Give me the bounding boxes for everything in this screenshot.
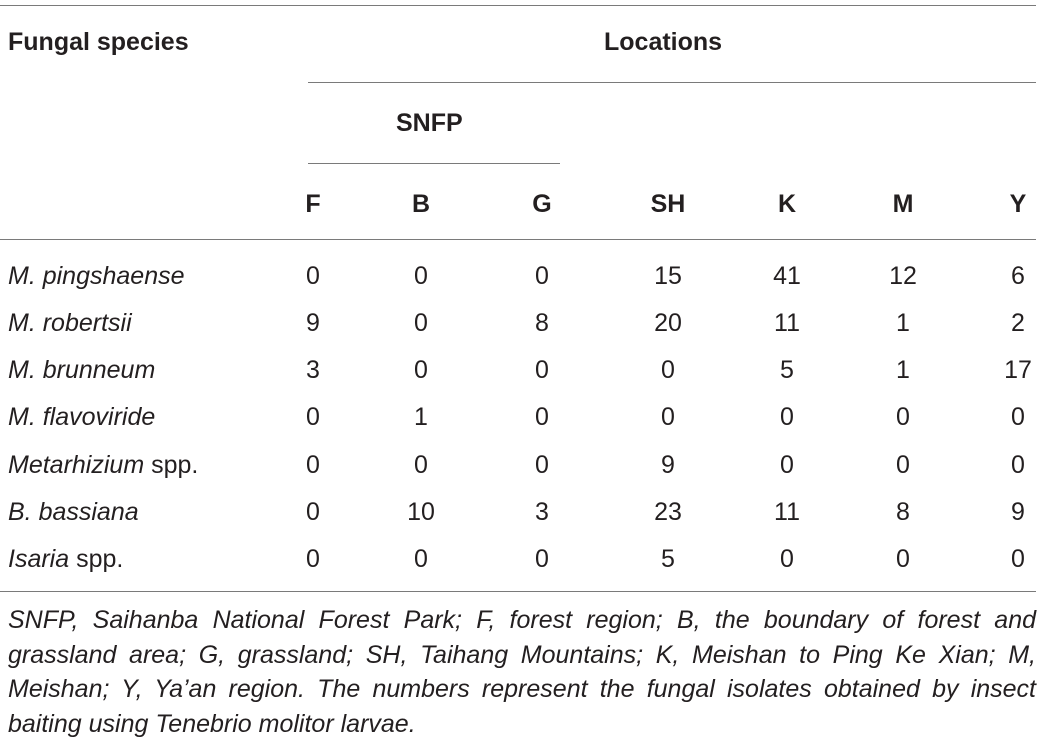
isolate-count-cell: 3 xyxy=(306,356,320,384)
locations-rule xyxy=(308,82,1036,83)
isolate-count-cell: 0 xyxy=(780,545,794,573)
isolate-count-cell: 3 xyxy=(535,498,549,526)
isolate-count-cell: 0 xyxy=(535,545,549,573)
isolate-count-cell: 0 xyxy=(780,451,794,479)
isolate-count-cell: 0 xyxy=(535,451,549,479)
isolate-count-cell: 0 xyxy=(896,451,910,479)
isolate-count-cell: 9 xyxy=(306,309,320,337)
isolate-count-cell: 9 xyxy=(1011,498,1025,526)
isolate-count-cell: 0 xyxy=(306,545,320,573)
species-name-suffix: spp. xyxy=(69,545,124,573)
species-name-suffix: spp. xyxy=(144,451,199,479)
species-name-italic: M. robertsii xyxy=(8,309,132,337)
column-header-g: G xyxy=(532,190,552,218)
isolate-count-cell: 0 xyxy=(414,262,428,290)
isolate-count-cell: 8 xyxy=(896,498,910,526)
isolate-count-cell: 1 xyxy=(896,309,910,337)
isolate-count-cell: 17 xyxy=(1004,356,1032,384)
isolate-count-cell: 0 xyxy=(535,262,549,290)
isolate-count-cell: 0 xyxy=(661,356,675,384)
isolate-count-cell: 41 xyxy=(773,262,801,290)
isolate-count-cell: 0 xyxy=(1011,403,1025,431)
species-name xyxy=(8,544,123,574)
isolate-count-cell: 0 xyxy=(306,403,320,431)
species-name-italic: B. bassiana xyxy=(8,498,139,526)
table-bottom-rule xyxy=(0,591,1036,592)
isolate-count-cell: 11 xyxy=(774,498,800,526)
species-name-italic: M. brunneum xyxy=(8,356,156,384)
isolate-count-cell: 6 xyxy=(1011,262,1025,290)
isolate-count-cell: 1 xyxy=(896,356,910,384)
fungal-species-header: Fungal species xyxy=(8,28,189,56)
snfp-rule xyxy=(308,163,560,164)
species-name-italic: M. flavoviride xyxy=(8,403,156,431)
species-name-italic: Isaria xyxy=(8,545,70,573)
isolate-count-cell: 5 xyxy=(661,545,675,573)
isolate-count-cell: 15 xyxy=(654,262,682,290)
isolate-count-cell: 10 xyxy=(407,498,435,526)
isolate-count-cell: 0 xyxy=(414,309,428,337)
isolate-count-cell: 0 xyxy=(535,403,549,431)
species-name xyxy=(8,450,198,480)
isolate-count-cell: 9 xyxy=(661,451,675,479)
isolate-count-cell: 0 xyxy=(306,262,320,290)
isolate-count-cell: 0 xyxy=(306,498,320,526)
column-header-m: M xyxy=(892,190,914,218)
isolate-count-cell: 1 xyxy=(414,403,428,431)
snfp-header: SNFP xyxy=(396,109,463,137)
isolate-count-cell: 0 xyxy=(306,451,320,479)
isolate-count-cell: 0 xyxy=(414,356,428,384)
column-header-sh: SH xyxy=(650,190,686,218)
isolate-count-cell: 8 xyxy=(535,309,549,337)
species-name xyxy=(8,261,185,291)
isolate-count-cell: 0 xyxy=(414,545,428,573)
column-header-y: Y xyxy=(1009,190,1027,218)
isolate-count-cell: 5 xyxy=(780,356,794,384)
isolate-count-cell: 20 xyxy=(654,309,682,337)
column-header-f: F xyxy=(305,190,321,218)
locations-header: Locations xyxy=(604,28,723,56)
table-footnote: SNFP, Saihanba National Forest Park; F, forest region; B, the boundary of forest and grassland area; G, grassland; SH, Taihang Mountains; K, Meishan to Ping Ke Xian; M, Meishan; Y, Ya’an region. The numbers represent the fungal isolates obtained by insect baiting using Tenebrio molitor larvae. xyxy=(8,606,1036,738)
species-name xyxy=(8,497,139,527)
isolate-count-cell: 0 xyxy=(661,403,675,431)
species-name xyxy=(8,308,132,338)
species-name xyxy=(8,402,155,432)
isolate-count-cell: 23 xyxy=(654,498,682,526)
table-top-rule xyxy=(0,5,1036,6)
species-name-italic: M. pingshaense xyxy=(8,262,185,290)
species-name xyxy=(8,355,155,385)
column-header-k: K xyxy=(777,190,797,218)
isolate-count-cell: 11 xyxy=(774,309,800,337)
isolate-count-cell: 0 xyxy=(535,356,549,384)
isolate-count-cell: 0 xyxy=(1011,545,1025,573)
species-name-italic: Metarhizium xyxy=(8,451,145,479)
isolate-count-cell: 0 xyxy=(896,403,910,431)
header-bottom-rule xyxy=(0,239,1036,240)
column-header-b: B xyxy=(411,190,431,218)
isolate-count-cell: 2 xyxy=(1011,309,1025,337)
isolate-count-cell: 0 xyxy=(1011,451,1025,479)
isolate-count-cell: 12 xyxy=(889,262,917,290)
isolate-count-cell: 0 xyxy=(414,451,428,479)
isolate-count-cell: 0 xyxy=(896,545,910,573)
isolate-count-cell: 0 xyxy=(780,403,794,431)
